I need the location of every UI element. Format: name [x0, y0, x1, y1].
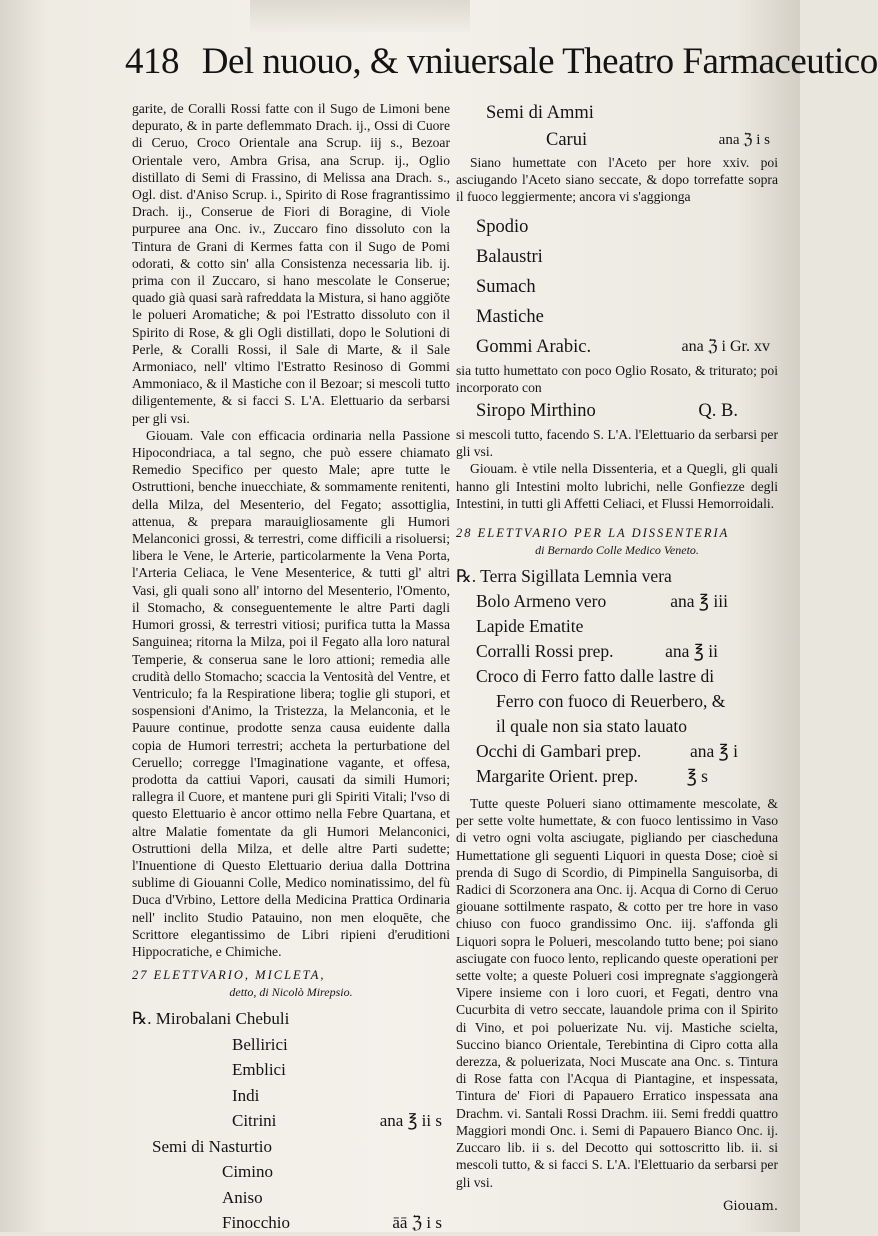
ingredient-qty	[770, 212, 778, 242]
running-title: Del nuouo, & vniuersale Theatro Farmaceutico	[201, 41, 878, 82]
giouamento-paragraph: Giouam. è vtile nella Dissenteria, et a Quegli, gli quali hanno gli Intestini molto lubrichi, nelle Gonfiezze degli Intestini, in tutti gli Affetti Celiaci, et Flussi Hemorroidali.	[456, 461, 778, 511]
ingredient-qty: ana ℨ i Gr. xv	[681, 337, 770, 355]
ingredient-qty	[770, 272, 778, 302]
recipe-28-heading: 28 ELETTVARIO PER LA DISSENTERIA	[456, 526, 730, 541]
right-prose-4	[456, 795, 778, 1191]
ingredient-row	[456, 127, 778, 154]
ingredient-name: Balaustri	[476, 246, 543, 267]
ingredient-name: Carui	[546, 130, 588, 150]
ingredient-row	[456, 272, 778, 302]
ingredient-row	[456, 739, 778, 764]
ingredient-name: Margarite Orient. prep.	[476, 766, 638, 787]
ingredient-name: Bolo Armeno vero	[476, 591, 607, 612]
ingredient-row	[456, 589, 778, 614]
right-prose-3	[456, 426, 778, 512]
ingredient-name: Emblici	[232, 1060, 286, 1080]
running-header	[125, 40, 878, 92]
ingredient-qty	[770, 302, 778, 332]
ingredient-name: Semi di Nasturtio	[152, 1136, 272, 1156]
ingredient-name: Siropo Mirthino	[476, 401, 596, 422]
ingredient-name: Spodio	[476, 216, 529, 237]
ingredient-name: Occhi di Gambari prep.	[476, 741, 642, 762]
page-number: 418	[125, 41, 179, 82]
ingredient-row	[456, 100, 778, 127]
left-prose	[132, 100, 450, 960]
right-prose-2	[456, 362, 778, 396]
ingredient-row	[132, 1057, 450, 1083]
ingredient-row	[456, 689, 778, 714]
ingredient-name: Gommi Arabic.	[476, 336, 592, 357]
ingredient-row	[132, 1032, 450, 1058]
top-ingredients	[456, 100, 778, 154]
ingredient-row	[456, 396, 778, 426]
ingredient-name: Cimino	[222, 1162, 274, 1182]
ingredient-row	[456, 764, 778, 789]
ingredient-qty: ana ℥ ii s	[379, 1111, 442, 1131]
ingredient-row	[132, 1210, 450, 1236]
mid-ingredients	[456, 212, 778, 362]
ingredient-name: Indi	[232, 1085, 260, 1105]
ingredient-qty: ana ℥ ii	[665, 641, 718, 662]
ingredient-name: Sumach	[476, 276, 536, 297]
recipe-28-author: di Bernardo Colle Medico Veneto.	[535, 543, 699, 558]
recipe-27-ingredients	[132, 1006, 450, 1236]
ingredient-qty: Q. B.	[698, 401, 738, 422]
ingredient-name: ℞. Terra Sigillata Lemnia vera	[456, 566, 672, 587]
instruction-paragraph: sia tutto humettato con poco Oglio Rosato, & triturato; poi incorporato con	[456, 362, 778, 395]
right-column	[456, 100, 778, 1214]
ingredient-row	[456, 639, 778, 664]
ingredient-row	[132, 1185, 450, 1211]
recipe-27-author: detto, di Nicolò Mirepsio.	[229, 985, 353, 1000]
ingredient-row	[132, 1006, 450, 1032]
continuation-paragraph: garite, de Coralli Rossi fatte con il Sugo de Limoni bene depurato, & in parte deflemmato Drach. ij., Ossi di Cuore di Ceruo, Croco Orientale ana Scrup. iij s., Bezoar Orientale vero, Ambra Grisa, ana Scrup. ij., Oglio distillato di Semi di Frassino, di Melissa ana Drach. s., Ogl. dist. d'Aniso Scrup. i., Spirito di Rose fragrantissimo Drach. ij., Conserue de Fiori di Boragine, di Viole purpuree ana Onc. iv., Zuccaro fino dissoluto con la Tintura de Grani di Kermes fatta con il Sugo de Pomi odorati, & cotto sin' alla Consistenza necessaria lib. ij. prima con il Zuccaro, si hano mescolate le Conserue; quado già quasi sarà rafreddata la Mistura, si hano aggiŏte le polueri Aromatiche; & poi l'Estratto dissoluto con il Spirito di Rose, & gli Ogli distillati, dopo le Solutioni di Perle, & Coralli Rossi, il Sale di Marte, & il Sale Armoniaco, nell' vltimo l'Estratto Resinoso di Gommi Ammoniaco, & il Mastiche con il Bezoar; si mescoli tutto diligentemente, & si facci S. L'A. Elettuario da serbarsi per gli vsi.	[132, 101, 450, 426]
recipe-27-heading: 27 ELETTVARIO, MICLETA,	[132, 968, 326, 983]
ingredient-name: Aniso	[222, 1187, 263, 1207]
ingredient-qty	[770, 242, 778, 272]
recipe-28-ingredients	[456, 564, 778, 789]
ingredient-name: Bellirici	[232, 1034, 288, 1054]
ingredient-qty: ana ℥ iii	[670, 591, 728, 612]
ingredient-row	[456, 714, 778, 739]
ingredient-name: Citrini	[232, 1111, 277, 1131]
ingredient-name: Semi di Ammi	[486, 103, 594, 123]
left-column	[132, 100, 450, 1236]
ingredient-row	[456, 664, 778, 689]
ingredient-name: Corralli Rossi prep.	[476, 641, 614, 662]
ingredient-name: Ferro con fuoco di Reuerbero, &	[496, 691, 726, 712]
ingredient-qty: ana ℨ i s	[718, 132, 770, 148]
ingredient-row	[132, 1108, 450, 1134]
ingredient-qty: ℥ s	[686, 766, 708, 787]
ingredient-row	[456, 302, 778, 332]
ingredient-qty: ana ℥ i	[689, 741, 738, 762]
giouamento-paragraph: Giouam. Vale con efficacia ordinaria nella Passione Hipocondriaca, a tal segno, che può essere chiamato Remedio Specifico per questo Male; apre tutte le Ostruttioni, benche inuecchiate, & sommamente renitenti, della Milza, del Mesenterio, del Fegato; assottiglia, attenua, & prepara marauigliosamente gli Humori Melanconici grossi, & terrestri, come difficili a risoluersi; libera le Vene, le Arterie, particolarmente la Vena Porta, l'Arteria Celiaca, le Vene Mesenterice, & tutti gl' altri Vasi, gli quali sono all' intorno del Mesenterio, l'Omento, il Stomacho, & conseguentemente le altre Parti dagli Humori grossi, & terrestri vitiosi; purifica tutta la Massa Sanguinea; ritorna la Milza, poi il Fegato alla loro natural Temperie, & conserua sane le loro attioni; remedia alle crudità dello Stomacho; scaccia la Ventosità del Ventre, et Ventriculo; fa la Respiratione libera; toglie gli stupori, et sospensioni d'Animo, la Tristezza, la Melanconia, et le Pauure continue, prodotte senza causa euidente dalla copia de Humori terrestri; accheta la perturbatione del Ceruello; corregge l'Imaginatione vagante, et offesa, prodotta da cattiui Vapori, causati da simili Humori; rallegra il Cuore, et mantene puri gli Spiriti Vitali; l'vso di questo Elettuario è ancor ottimo nella Febre Quartana, et altre Malatie fomentate da gli Humori Melanconici, Ostruttioni della Milza, et delle altre Parti sudette; l'Inuentione di Questo Elettuario deriua dalla Dottrina sublime di Giouanni Colle, Medico nominatissimo, del fù Duca d'Vrbino, Lettore della Medicina Prattica Ordinaria nell' inclito Studio Patauino, non men eloquēte, che Scrittore elegantissimo de Libri ripieni d'eruditioni Hippocratiche, e Chimiche.	[132, 427, 450, 959]
ingredient-name: Lapide Ematite	[476, 616, 584, 637]
ingredient-row	[456, 614, 778, 639]
ingredient-name: Croco di Ferro fatto dalle lastre di	[476, 666, 715, 687]
preparation-paragraph: Tutte queste Polueri siano ottimamente mescolate, & per sette volte humettate, & con fuoco lentissimo in Vaso di vetro ogni volta asciugate, pigliando per ciascheduna Humettatione gli seguenti Liquori in questa Dose; cioè si prenda di Sugo di Scordio, di Pimpinella Sanguisorba, di Radici di Scorzonera ana Onc. ij. Acqua di Corno di Ceruo giouane sottilmente raspato, & cotto per tre hore in vaso chiuso con fuoco grandissimo Onc. iij. s'affonda gli Liquori sopra le Polueri, mescolando tutto bene; poi siano asciugate con fuoco lento, replicando queste operationi per sette volte; a queste Polueri cosi impregnate s'aggiongerà Vipere insieme con i loro cuori, et Fegati, dentro vna Cucurbita di vetro seccate, lauandole prima con il Spirito di Vino, et poi poluerizate Nu. vij. Mastiche scielta, Succino bianco Orientale, Terebintina di Cipro cotta alla derezza, & poluerizata, Noci Muscate ana Onc. s. Tintura di Rose fatta con l'Acqua di Piantagine, et inspessata, Tintura de' Fiori di Papauero Erratico inspessata ana Drachm. vi. Santali Rossi Drachm. iii. Semi freddi quattro Maggiori mondi Onc. i. Semi di Papauero Bianco Onc. ij. Zuccaro lib. ii s. del Decotto qui sottoscritto lib. ii. si mescoli tutto, & si facci S. L'A. l'Elettuario da serbarsi per gli vsi.	[456, 796, 778, 1190]
siropo-row	[456, 396, 778, 426]
instruction-paragraph: si mescoli tutto, facendo S. L'A. l'Elettuario da serbarsi per gli vsi.	[456, 427, 778, 460]
bleed-through-shadow	[250, 0, 470, 32]
right-prose-1	[456, 154, 778, 206]
ingredient-name: Mastiche	[476, 306, 544, 327]
ingredient-name: Finocchio	[222, 1213, 290, 1233]
ingredient-row	[132, 1083, 450, 1109]
ingredient-name: ℞. Mirobalani Chebuli	[132, 1009, 290, 1029]
ingredient-row	[132, 1159, 450, 1185]
ingredient-row	[456, 212, 778, 242]
ingredient-row	[456, 332, 778, 362]
ingredient-row	[456, 242, 778, 272]
ingredient-name: il quale non sia stato lauato	[496, 716, 687, 737]
catchword: Giouam.	[723, 1198, 778, 1214]
ingredient-row	[132, 1134, 450, 1160]
ingredient-qty	[770, 100, 778, 127]
ingredient-row	[456, 564, 778, 589]
ingredient-qty: āā ℨ i s	[392, 1213, 442, 1233]
instruction-paragraph: Siano humettate con l'Aceto per hore xxiv. poi asciugando l'Aceto siano seccate, & dopo torrefatte sopra il fuoco leggiermente; ancora vi s'aggionga	[456, 155, 778, 205]
